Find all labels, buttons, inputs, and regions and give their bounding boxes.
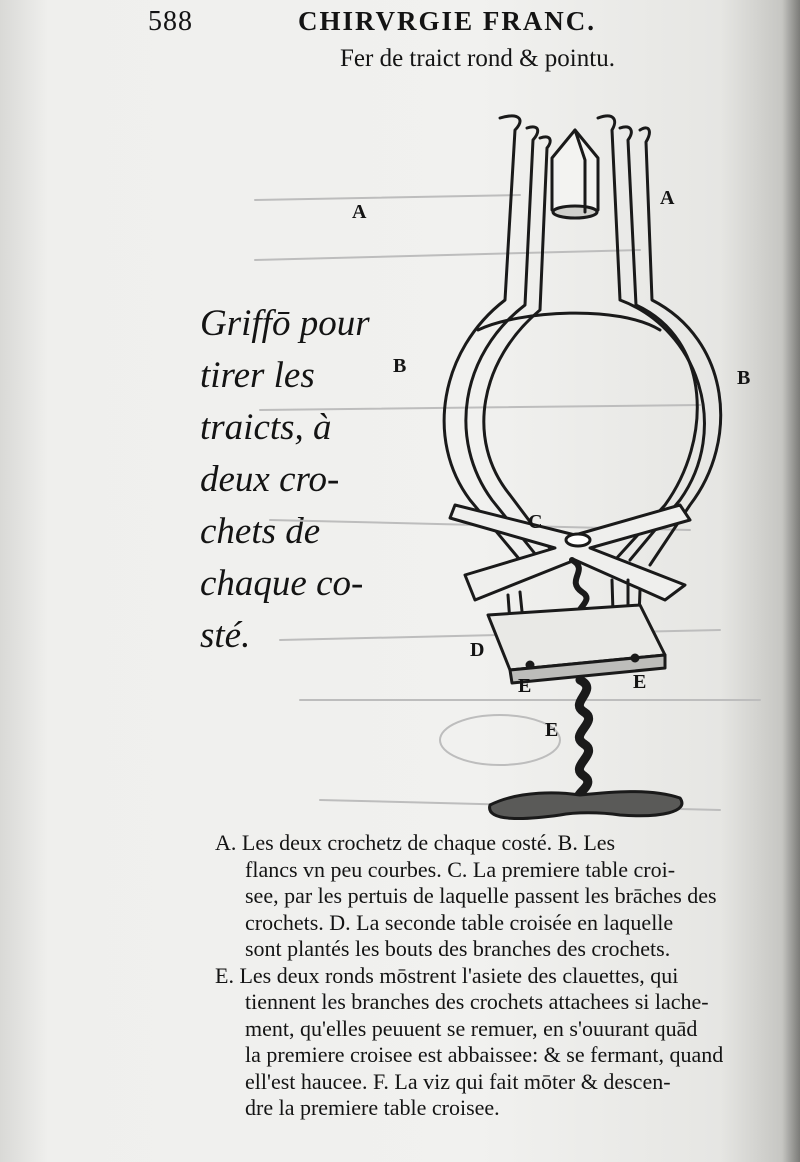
- side-title-line: deux cro-: [200, 459, 340, 500]
- label-a-left: A: [352, 201, 367, 223]
- cross-table-c: [450, 505, 690, 600]
- side-title-line: sté.: [200, 615, 251, 656]
- legend-line: crochets. D. La seconde table croisée en laquelle: [245, 909, 674, 935]
- side-title-line: chaque co-: [200, 563, 364, 604]
- label-b-left: B: [393, 355, 407, 377]
- page-number: 588: [148, 6, 193, 37]
- label-e-left: E: [518, 675, 532, 697]
- legend-line: ment, qu'elles peuuent se remuer, en s'ouurant quād: [245, 1015, 698, 1041]
- side-title-line: chets de: [200, 511, 321, 552]
- label-b-right: B: [737, 367, 751, 389]
- label-e-stem: E: [545, 719, 559, 741]
- legend-line: la premiere croisee est abbaissee: & se fermant, quand: [245, 1042, 724, 1067]
- label-d: D: [470, 639, 485, 661]
- legend-line: ell'est haucee. F. La viz qui fait mōter & descen-: [245, 1068, 671, 1094]
- label-e-right: E: [633, 671, 647, 693]
- side-title-line: Griffō pour: [200, 303, 370, 344]
- legend-line: tiennent les branches des crochets attachees si lache-: [245, 989, 709, 1014]
- running-head: CHIRVRGIE FRANC.: [298, 6, 597, 36]
- legend-line: see, par les pertuis de laquelle passent les brāches des: [245, 883, 717, 908]
- legend-line: dre la premiere table croisee.: [245, 1095, 500, 1120]
- forceps-illustration: [240, 100, 800, 830]
- screw-stem: [578, 680, 588, 800]
- base-handle: [490, 792, 682, 819]
- bleed-through-marks: [255, 195, 760, 810]
- figure-caption: Fer de traict rond & pointu.: [340, 45, 615, 72]
- conical-point: [552, 130, 598, 218]
- legend-line: E. Les deux ronds mōstrent l'asiete des clauettes, qui: [215, 962, 679, 988]
- right-outer-arm: [598, 116, 704, 560]
- legend-line: flancs vn peu courbes. C. La premiere table croi-: [245, 856, 676, 882]
- legend-line: A. Les deux crochetz de chaque costé. B. Les: [215, 830, 616, 855]
- label-a-right: A: [660, 187, 675, 209]
- legend-line: sont plantés les bouts des branches des crochets.: [245, 936, 671, 961]
- legend-text: [215, 830, 800, 1122]
- label-c: C: [528, 511, 543, 533]
- side-title-line: tirer les: [200, 355, 315, 396]
- side-title-line: traicts, à: [200, 407, 332, 448]
